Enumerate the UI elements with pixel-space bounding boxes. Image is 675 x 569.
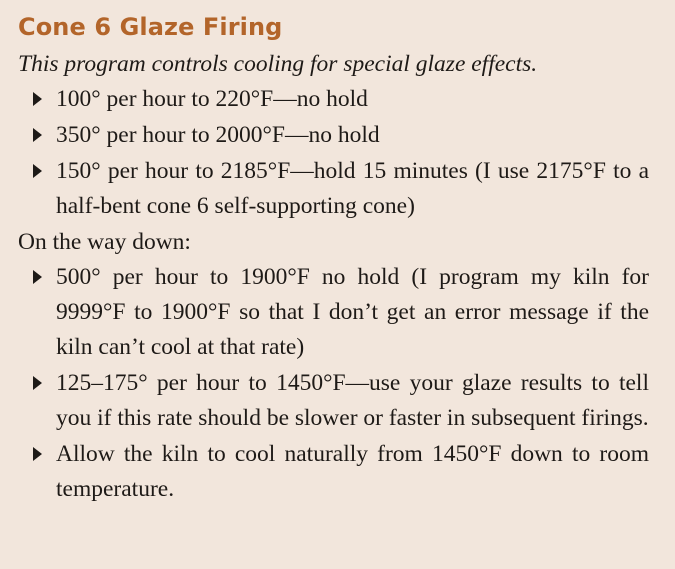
cooling-steps-list (18, 260, 649, 507)
triangle-right-icon (33, 164, 42, 178)
intro-text: This program controls cooling for special glaze effects. (18, 51, 538, 77)
list-item (18, 118, 649, 153)
list-item (18, 366, 649, 436)
triangle-right-icon (33, 447, 42, 461)
list-item (18, 154, 649, 224)
triangle-right-icon (33, 376, 42, 390)
heating-steps-list (18, 82, 649, 224)
step-text: 100° per hour to 220°F—no hold (56, 86, 368, 112)
step-text: 350° per hour to 2000°F—no hold (56, 122, 380, 148)
section-title: Cone 6 Glaze Firing (18, 13, 283, 41)
list-item (18, 437, 649, 507)
step-text: 150° per hour to 2185°F—hold 15 minutes (I use 2175°F to a half-bent cone 6 self-supporting cone) (56, 158, 649, 219)
step-text: 125–175° per hour to 1450°F—use your glaze results to tell you if this rate should be slower or faster in subsequent firings. (56, 370, 649, 431)
list-item (18, 260, 649, 365)
triangle-right-icon (33, 270, 42, 284)
list-item (18, 82, 649, 117)
triangle-right-icon (33, 128, 42, 142)
step-text: Allow the kiln to cool naturally from 1450°F down to room temperature. (56, 441, 649, 502)
triangle-right-icon (33, 92, 42, 106)
cooling-label: On the way down: (18, 229, 191, 255)
step-text: 500° per hour to 1900°F no hold (I program my kiln for 9999°F to 1900°F so that I don’t get an error message if the kiln can’t cool at that rate) (56, 264, 649, 360)
